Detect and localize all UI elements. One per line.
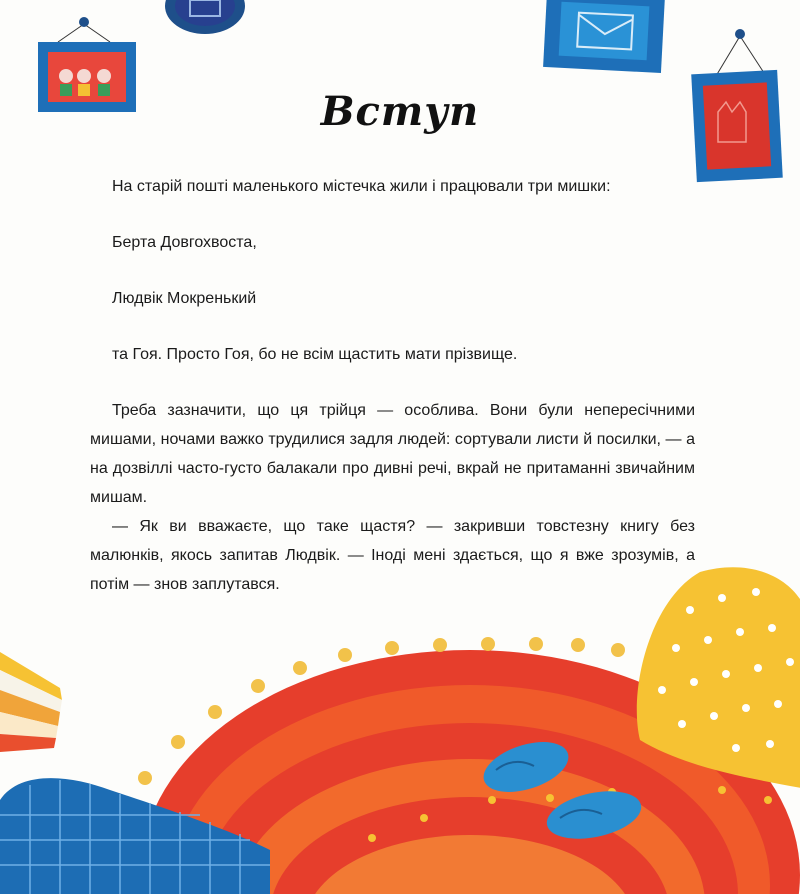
- chapter-text: [90, 172, 695, 599]
- paragraph: Людвік Мокренький: [112, 290, 257, 307]
- paragraph: Берта Довгохвоста,: [112, 234, 257, 251]
- chapter-title: Вступ: [320, 88, 480, 135]
- round-envelope-frame: [165, 0, 245, 34]
- paragraph: На старій пошті маленького містечка жили і працювали три мишки:: [112, 178, 611, 195]
- envelope-picture-frame: [543, 0, 665, 73]
- paragraph: — Як ви вважаєте, що таке щастя? — закривши товстезну книгу без малюнків, якось запитав Людвік. — Іноді мені здається, що я вже зрозумів, а потім — знов заплутався.: [90, 518, 695, 593]
- stack-of-books: [0, 652, 62, 752]
- paragraph: та Гоя. Просто Гоя, бо не всім щастить мати прізвище.: [112, 346, 518, 363]
- paragraph: Треба зазначити, що ця трійця — особлива. Вони були непересічними мишами, ночами важко трудилися задля людей: сортували листи й посилки, — а на дозвіллі часто-густо балакали про дивні речі, вкрай не притаманні звичайним мишам.: [90, 402, 695, 506]
